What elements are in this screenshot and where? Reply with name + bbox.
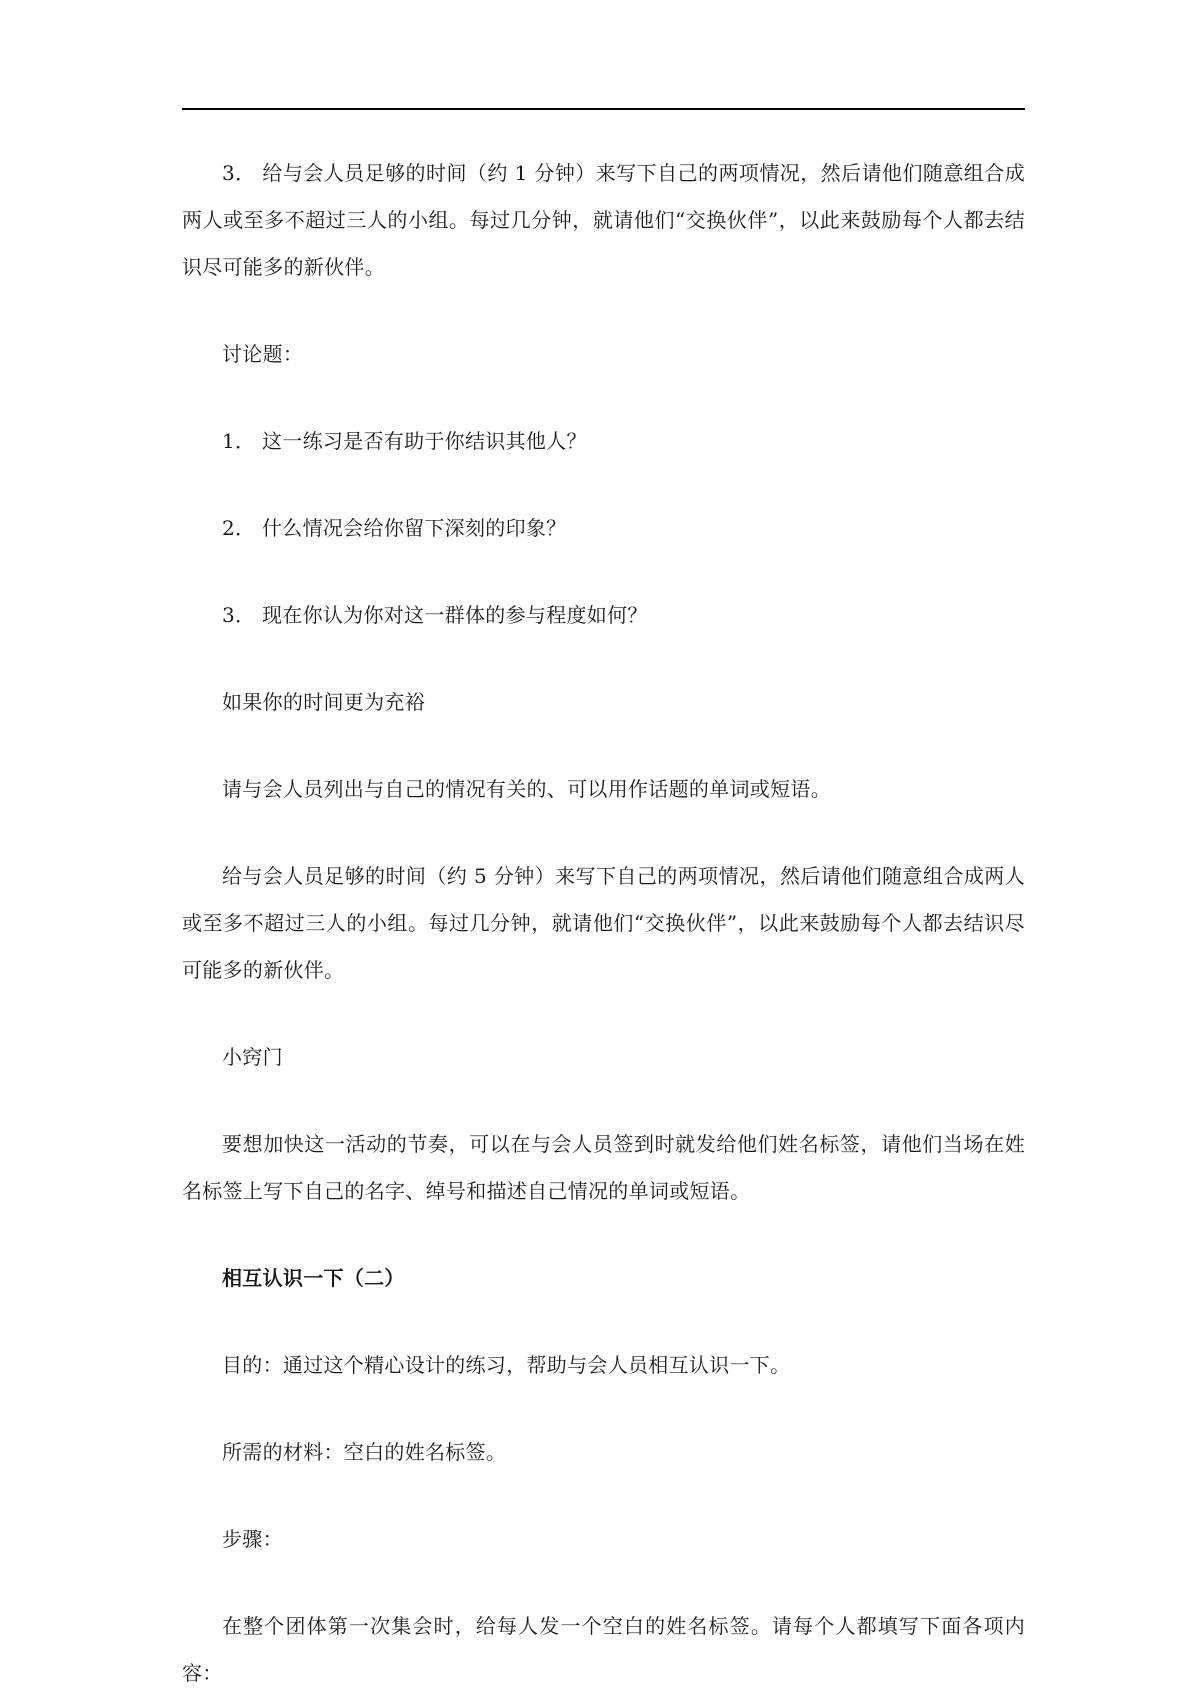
- extra-time-heading: 如果你的时间更为充裕: [222, 690, 425, 714]
- discussion-question-1: 1． 这一练习是否有助于你结识其他人？: [222, 429, 587, 453]
- tip-heading: 小窍门: [222, 1045, 283, 1069]
- purpose-paragraph: 目的：通过这个精心设计的练习，帮助与会人员相互认识一下。: [222, 1353, 791, 1377]
- document-body: [182, 150, 1025, 1697]
- header-rule: [182, 108, 1025, 110]
- steps-paragraph: 在整个团体第一次集会时，给每人发一个空白的姓名标签。请每个人都填写下面各项内容：: [182, 1614, 1025, 1685]
- section-title: 相互认识一下（二）: [222, 1266, 405, 1290]
- extra-time-paragraph-1: 请与会人员列出与自己的情况有关的、可以用作话题的单词或短语。: [222, 777, 831, 801]
- steps-heading: 步骤：: [222, 1527, 283, 1551]
- discussion-question-3: 3． 现在你认为你对这一群体的参与程度如何？: [222, 603, 648, 627]
- extra-time-paragraph-2: 给与会人员足够的时间（约 5 分钟）来写下自己的两项情况，然后请他们随意组合成两人或至多不超过三人的小组。每过几分钟，就请他们“交换伙伴”，以此来鼓励每个人都去结识尽可能多的新伙伴。: [182, 864, 1025, 982]
- discussion-heading: 讨论题：: [222, 342, 304, 366]
- tip-paragraph: 要想加快这一活动的节奏，可以在与会人员签到时就发给他们姓名标签，请他们当场在姓名标签上写下自己的名字、绰号和描述自己情况的单词或短语。: [182, 1132, 1025, 1203]
- materials-paragraph: 所需的材料：空白的姓名标签。: [222, 1440, 507, 1464]
- discussion-question-2: 2． 什么情况会给你留下深刻的印象？: [222, 516, 567, 540]
- step-3-paragraph: 3． 给与会人员足够的时间（约 1 分钟）来写下自己的两项情况，然后请他们随意组合成两人或至多不超过三人的小组。每过几分钟，就请他们“交换伙伴”，以此来鼓励每个人都去结识尽可能多的新伙伴。: [182, 161, 1025, 279]
